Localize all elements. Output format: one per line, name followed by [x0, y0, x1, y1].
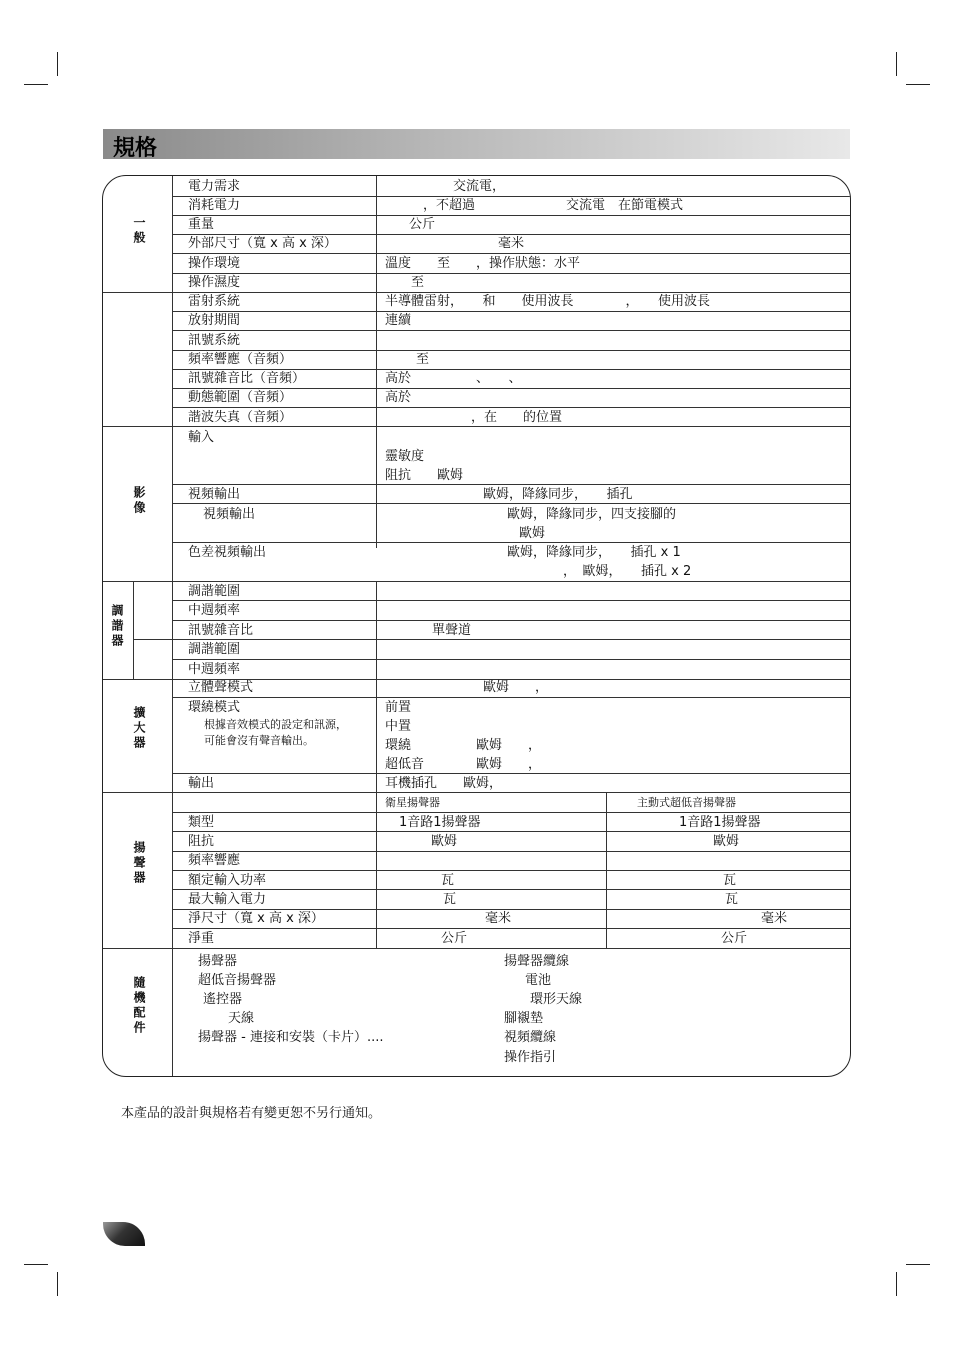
column-divider [376, 176, 377, 548]
row-label: 輸入 [188, 430, 215, 445]
accessory-item: 腳襯墊 [504, 1011, 544, 1026]
section-label-amplifier: 擴大器 [132, 706, 146, 751]
row-label: 重量 [188, 217, 215, 232]
row-label: 中週頻率 [188, 603, 241, 618]
row-divider [172, 697, 851, 698]
row-value: 單聲道 [432, 623, 472, 638]
crop-mark [896, 52, 897, 76]
row-label: 中週頻率 [188, 662, 241, 677]
row-divider [172, 659, 851, 660]
row-value: 歐姆 ， [483, 680, 549, 695]
row-value: 1音路1揚聲器 [399, 815, 481, 830]
row-divider [172, 253, 851, 254]
row-value: 靈敏度 [385, 449, 425, 464]
row-divider [172, 600, 851, 601]
row-label: 最大輸入電力 [188, 892, 267, 907]
row-divider [172, 542, 851, 543]
crop-mark [906, 84, 930, 85]
row-value: 交流電， [453, 179, 506, 194]
section-divider [103, 581, 851, 582]
row-label: 視頻輸出 [188, 487, 241, 502]
row-divider [172, 889, 851, 890]
accessory-item: 揚聲器 [198, 954, 238, 969]
row-value: 毫米 [485, 911, 512, 926]
row-divider [172, 369, 851, 370]
row-value: 高於 、 、 [385, 371, 522, 386]
section-divider [103, 426, 851, 427]
row-divider [172, 773, 851, 774]
accessory-item: 天線 [228, 1011, 255, 1026]
row-value: 瓦 [443, 892, 457, 907]
row-value: 環繞 歐姆 ， [385, 738, 542, 753]
row-value: ，在 的位置 [471, 410, 563, 425]
row-value: 毫米 [761, 911, 788, 926]
crop-mark [24, 84, 48, 85]
row-label: 額定輸入功率 [188, 873, 267, 888]
row-divider [172, 407, 851, 408]
row-divider [172, 273, 851, 274]
row-value: 瓦 [441, 873, 455, 888]
row-label: 阻抗 [188, 834, 215, 849]
accessory-item: 視頻纜線 [504, 1030, 557, 1045]
accessory-item: 揚聲器 - 連接和安裝（卡片）.... [198, 1030, 384, 1045]
row-value: 連續 [385, 313, 412, 328]
row-divider [133, 639, 851, 640]
crop-mark [57, 52, 58, 76]
row-value: 耳機插孔 歐姆， [385, 776, 503, 791]
accessory-item: 環形天線 [530, 992, 583, 1007]
row-value: 超低音 歐姆 ， [385, 757, 542, 772]
row-label: 調諧範圍 [188, 584, 241, 599]
row-label: 調諧範圍 [188, 642, 241, 657]
section-label-general: 一般 [132, 216, 146, 246]
section-divider [103, 948, 851, 949]
row-label: 動態範圍（音頻） [188, 390, 293, 405]
row-value: ，不超過 交流電 在節電模式 [423, 198, 684, 213]
row-value: 至 [416, 352, 430, 367]
row-label: 頻率響應 [188, 853, 241, 868]
row-value: 歐姆 [519, 526, 546, 541]
section-label-video: 影像 [132, 486, 146, 516]
row-label: 放射期間 [188, 313, 241, 328]
row-value: 歐姆，降緣同步， 插孔 [483, 487, 633, 502]
row-divider [172, 831, 851, 832]
row-label: 類型 [188, 815, 215, 830]
title-bar [103, 129, 850, 159]
section-label-tuner: 調諧器 [110, 604, 124, 649]
accessory-item: 揚聲器纜線 [504, 954, 570, 969]
row-label: 視頻輸出 [203, 507, 256, 522]
footer-note: 本產品的設計與規格若有變更恕不另行通知。 [121, 1106, 382, 1121]
row-value: 歐姆，降緣同步，四支接腳的 [507, 507, 677, 522]
surround-note: 根據音效模式的設定和訊源， [204, 718, 347, 731]
row-divider [172, 870, 851, 871]
row-divider [172, 909, 851, 910]
row-value: 公斤 [441, 931, 468, 946]
row-label: 訊號雜音比（音頻） [188, 371, 306, 386]
page-number-tab [103, 1222, 145, 1246]
row-label: 色差視頻輸出 [188, 545, 267, 560]
row-divider [172, 234, 851, 235]
row-label: 諧波失真（音頻） [188, 410, 293, 425]
row-label: 環繞模式 [188, 700, 241, 715]
row-label: 雷射系統 [188, 294, 241, 309]
row-value: 1音路1揚聲器 [679, 815, 761, 830]
row-divider [172, 484, 851, 485]
row-label: 電力需求 [188, 179, 241, 194]
row-divider [172, 851, 851, 852]
speaker-col-header: 主動式超低音揚聲器 [637, 796, 736, 809]
row-divider [172, 330, 851, 331]
row-label: 外部尺寸（寬 x 高 x 深） [188, 236, 337, 251]
surround-note: 可能會沒有聲音輸出。 [204, 734, 314, 747]
row-label: 操作環境 [188, 256, 241, 271]
section-label-accessories: 隨機配件 [132, 976, 146, 1036]
accessory-item: 操作指引 [504, 1050, 557, 1065]
section-divider [103, 792, 851, 793]
column-divider [133, 581, 134, 679]
accessory-item: 遙控器 [203, 992, 243, 1007]
row-value: 瓦 [725, 892, 739, 907]
row-divider [172, 196, 851, 197]
row-label: 訊號雜音比 [188, 623, 254, 638]
crop-mark [57, 1272, 58, 1296]
row-label: 輸出 [188, 776, 215, 791]
crop-mark [906, 1264, 930, 1265]
row-value: 阻抗 歐姆 [385, 468, 464, 483]
row-divider [172, 503, 851, 504]
row-value: 毫米 [498, 236, 525, 251]
row-value: 公斤 [409, 217, 436, 232]
row-value: 半導體雷射， 和 使用波長 ， 使用波長 [385, 294, 711, 309]
row-divider [172, 311, 851, 312]
row-label: 訊號系統 [188, 333, 241, 348]
row-value: 前置 [385, 700, 412, 715]
column-divider [376, 581, 377, 792]
crop-mark [896, 1272, 897, 1296]
row-label: 操作濕度 [188, 275, 241, 290]
section-divider [103, 292, 851, 293]
row-divider [172, 812, 851, 813]
row-divider [172, 388, 851, 389]
row-value: ， 歐姆， 插孔 x 2 [563, 564, 692, 579]
row-divider [172, 350, 851, 351]
spec-table [102, 175, 851, 1077]
row-value: 歐姆，降緣同步， 插孔 x 1 [507, 545, 681, 560]
row-divider [172, 620, 851, 621]
row-divider [172, 928, 851, 929]
row-label: 淨尺寸（寬 x 高 x 深） [188, 911, 324, 926]
row-label: 淨重 [188, 931, 215, 946]
row-label: 立體聲模式 [188, 680, 254, 695]
crop-mark [24, 1264, 48, 1265]
row-value: 溫度 至 ，操作狀態：水平 [385, 256, 581, 271]
row-value: 歐姆 [431, 834, 458, 849]
row-divider [172, 215, 851, 216]
page-title: 規格 [113, 136, 158, 161]
row-value: 中置 [385, 719, 412, 734]
row-value: 高於 [385, 390, 412, 405]
row-value: 歐姆 [713, 834, 740, 849]
row-value: 公斤 [721, 931, 748, 946]
row-label: 消耗電力 [188, 198, 241, 213]
row-value: 至 [411, 275, 425, 290]
speaker-col-header: 衛星揚聲器 [385, 796, 440, 809]
section-label-speakers: 揚聲器 [132, 841, 146, 886]
row-value: 瓦 [723, 873, 737, 888]
accessory-item: 超低音揚聲器 [198, 973, 277, 988]
row-label: 頻率響應（音頻） [188, 352, 293, 367]
accessory-item: 電池 [525, 973, 552, 988]
